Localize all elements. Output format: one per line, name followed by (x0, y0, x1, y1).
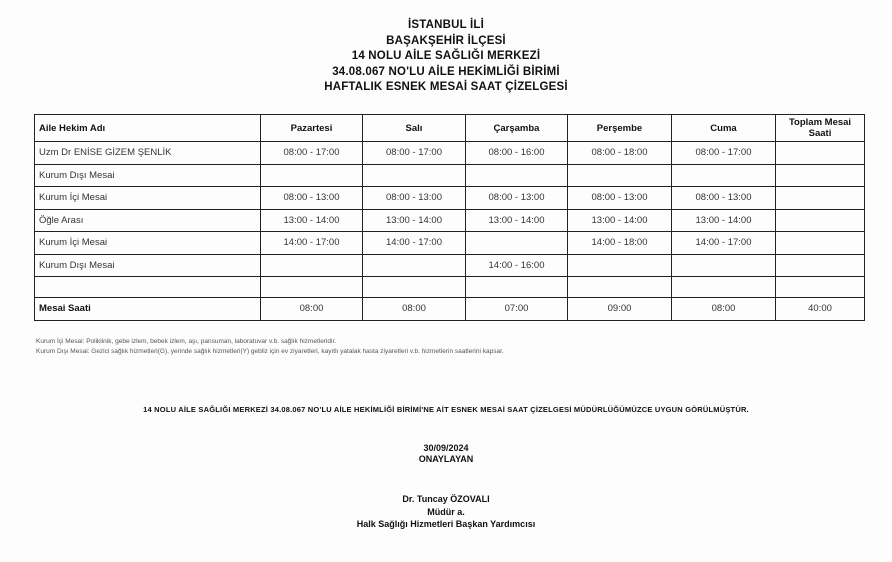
table-row (35, 187, 865, 210)
signer-role: Halk Sağlığı Hizmetleri Başkan Yardımcısı (356, 519, 536, 529)
table-cell: 13:00 - 14:00 (363, 209, 466, 232)
table-header-row (35, 115, 865, 142)
document-header (0, 18, 892, 96)
table-cell: 08:00 - 13:00 (466, 187, 568, 210)
row-label: Kurum İçi Mesai (35, 232, 261, 255)
approval-statement: 14 NOLU AİLE SAĞLIĞI MERKEZİ 34.08.067 NO'LU AİLE HEKİMLİĞİ BİRİMİ'NE AİT ESNEK MESAİ SAAT ÇİZELGESİ MÜDÜRLÜĞÜMÜZCE UYGUN GÖRÜLMÜŞTÜR. (143, 405, 749, 414)
table-cell (568, 254, 672, 277)
total-hours-cell: 40:00 (776, 298, 865, 321)
signer-block (0, 493, 892, 531)
table-cell: 08:00 - 16:00 (466, 142, 568, 165)
table-cell (568, 164, 672, 187)
table-cell (363, 164, 466, 187)
column-header: Perşembe (568, 115, 672, 142)
table-cell (672, 277, 776, 298)
table-cell: 08:00 - 17:00 (261, 142, 363, 165)
schedule-table (34, 114, 865, 321)
column-header: Çarşamba (466, 115, 568, 142)
footnotes (36, 337, 504, 357)
column-header: Aile Hekim Adı (35, 115, 261, 142)
total-row (35, 298, 865, 321)
header-province: İSTANBUL İLİ (407, 19, 485, 31)
table-cell: 13:00 - 14:00 (672, 209, 776, 232)
header-schedule-title: HAFTALIK ESNEK MESAİ SAAT ÇİZELGESİ (324, 81, 568, 93)
table-row (35, 232, 865, 255)
row-label: Kurum Dışı Mesai (35, 254, 261, 277)
table-cell (776, 209, 865, 232)
table-cell (568, 277, 672, 298)
header-district: BAŞAKŞEHİR İLÇESİ (386, 34, 506, 47)
table-cell (466, 164, 568, 187)
table-row (35, 277, 865, 298)
table-cell (776, 277, 865, 298)
table-cell (776, 187, 865, 210)
table-cell (776, 164, 865, 187)
table-cell (363, 277, 466, 298)
row-label: Öğle Arası (35, 209, 261, 232)
header-center: 14 NOLU AİLE SAĞLIĞI MERKEZİ (351, 50, 541, 62)
table-row (35, 254, 865, 277)
table-cell: 14:00 - 17:00 (261, 232, 363, 255)
table-cell: 13:00 - 14:00 (568, 209, 672, 232)
table-row (35, 164, 865, 187)
table-cell: 08:00 - 13:00 (261, 187, 363, 210)
table-cell (363, 254, 466, 277)
total-cell: 09:00 (568, 298, 672, 321)
table-cell (466, 232, 568, 255)
table-cell (261, 164, 363, 187)
table-cell: 08:00 - 18:00 (568, 142, 672, 165)
column-header: Toplam Mesai Saati (776, 115, 865, 142)
footnote-external: Kurum Dışı Mesai: Gezici sağlık hizmetleri(G), yerinde sağlık hizmetleri(Y) gebliz için ev ziyaretleri, kayıtlı yatalak hasta ziyaretleri v.b. hizmetlerin saatlerini kapsar. (36, 348, 504, 355)
table-cell (261, 277, 363, 298)
table-cell (776, 142, 865, 165)
signoff-block (0, 443, 892, 465)
header-unit: 34.08.067 NO'LU AİLE HEKİMLİĞİ BİRİMİ (332, 65, 560, 78)
table-cell (466, 277, 568, 298)
row-label: Mesai Saati (35, 298, 261, 321)
table-cell (776, 254, 865, 277)
total-cell: 07:00 (466, 298, 568, 321)
table-cell (261, 254, 363, 277)
total-cell: 08:00 (672, 298, 776, 321)
row-label: Kurum Dışı Mesai (35, 164, 261, 187)
table-cell: 08:00 - 13:00 (672, 187, 776, 210)
column-header: Salı (363, 115, 466, 142)
table-cell: 14:00 - 17:00 (672, 232, 776, 255)
row-label: Kurum İçi Mesai (35, 187, 261, 210)
table-cell: 13:00 - 14:00 (261, 209, 363, 232)
table-cell: 08:00 - 13:00 (363, 187, 466, 210)
approver-label: ONAYLAYAN (418, 454, 474, 464)
table-cell (672, 164, 776, 187)
column-header: Cuma (672, 115, 776, 142)
table-cell: 08:00 - 17:00 (672, 142, 776, 165)
table-cell: 13:00 - 14:00 (466, 209, 568, 232)
table-row (35, 209, 865, 232)
table-cell: 14:00 - 16:00 (466, 254, 568, 277)
total-cell: 08:00 (363, 298, 466, 321)
table-cell: 08:00 - 13:00 (568, 187, 672, 210)
table-row (35, 142, 865, 165)
table-cell: 14:00 - 18:00 (568, 232, 672, 255)
total-cell: 08:00 (261, 298, 363, 321)
table-cell (776, 232, 865, 255)
table-cell: 08:00 - 17:00 (363, 142, 466, 165)
row-label (35, 277, 261, 298)
column-header: Pazartesi (261, 115, 363, 142)
footnote-internal: Kurum İçi Mesai: Poliklinik, gebe izlem, bebek izlem, aşı, pansuman, laboratuvar v.b. sağlık hizmetleridir. (36, 338, 337, 345)
approval-date: 30/09/2024 (423, 443, 469, 453)
signer-name: Dr. Tuncay ÖZOVALI (402, 494, 490, 504)
row-label: Uzm Dr ENİSE GİZEM ŞENLİK (35, 142, 261, 165)
table-cell (672, 254, 776, 277)
table-cell: 14:00 - 17:00 (363, 232, 466, 255)
signer-title: Müdür a. (427, 506, 465, 517)
